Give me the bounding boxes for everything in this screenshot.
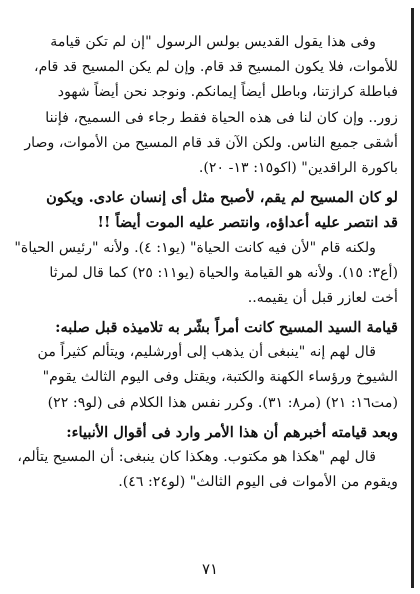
text-line: (أع٣: ١٥). ولأنه هو القيامة والحياة (يو١١: ٢٥) كما قال لمرثا (49, 264, 398, 281)
text-line: ويقوم من الأموات فى اليوم الثالث" (لو٢٤: ٤٦). (118, 474, 398, 491)
text-line: قال لهم "هكذا هو مكتوب. وهكذا كان ينبغى: أن المسيح يتألم، (17, 449, 376, 465)
page-edge-line (411, 8, 414, 588)
text-line: زور.. وإن كان لنا فى هذه الحياة فقط رجاء فى السميح، فإننا (45, 109, 398, 126)
text-line: (مت١٦: ٢١) (مر٨: ٣١). وكرر نفس هذا الكلام فى (لو٩: ٢٢) (47, 394, 398, 411)
text-line: باكورة الراقدين" (اكو١٥: ١٣- ٢٠). (198, 159, 398, 176)
text-line: للأموات، فلا يكون المسيح قد قام. وإن لم يكن المسيح قد قام، (34, 59, 398, 76)
text-line: وفى هذا يقول القديس بولس الرسول "إن لم تكن قيامة (50, 34, 376, 50)
text-line: قال لهم إنه "ينبغى أن يذهب إلى أورشليم، ويتألم كثيراً من (37, 344, 376, 361)
text-line: ولكنه قام "لأن فيه كانت الحياة" (يو١: ٤). ولأنه "رئيس الحياة" (14, 239, 376, 256)
page-number: ٧١ (201, 560, 219, 578)
text-line: أخت لعازر قبل أن يقيمه.. (247, 289, 398, 306)
page-body (14, 30, 398, 495)
heading-line: قد انتصر عليه أعداؤه، وانتصر عليه الموت أيضاً !! (97, 214, 398, 232)
text-line: أشقى جميع الناس. ولكن الآن قد قام المسيح من الأموات، وصار (24, 134, 398, 151)
heading-line: لو كان المسيح لم يقم، لأصبح مثل أى إنسان عادى. ويكون (46, 189, 398, 207)
text-line: الشيوخ ورؤساء الكهنة والكتبة، ويقتل وفى اليوم الثالث يقوم" (42, 369, 398, 386)
text-line: فباطلة كرازتنا، وباطل أيضاً إيمانكم. ونوجد نحن أيضاً شهود (57, 84, 398, 101)
heading-line: قيامة السيد المسيح كانت أمراً بشّر به تلاميذه قبل صلبه: (55, 319, 398, 337)
heading-line: وبعد قيامته أخبرهم أن هذا الأمر وارد فى أقوال الأنبياء: (66, 423, 398, 441)
